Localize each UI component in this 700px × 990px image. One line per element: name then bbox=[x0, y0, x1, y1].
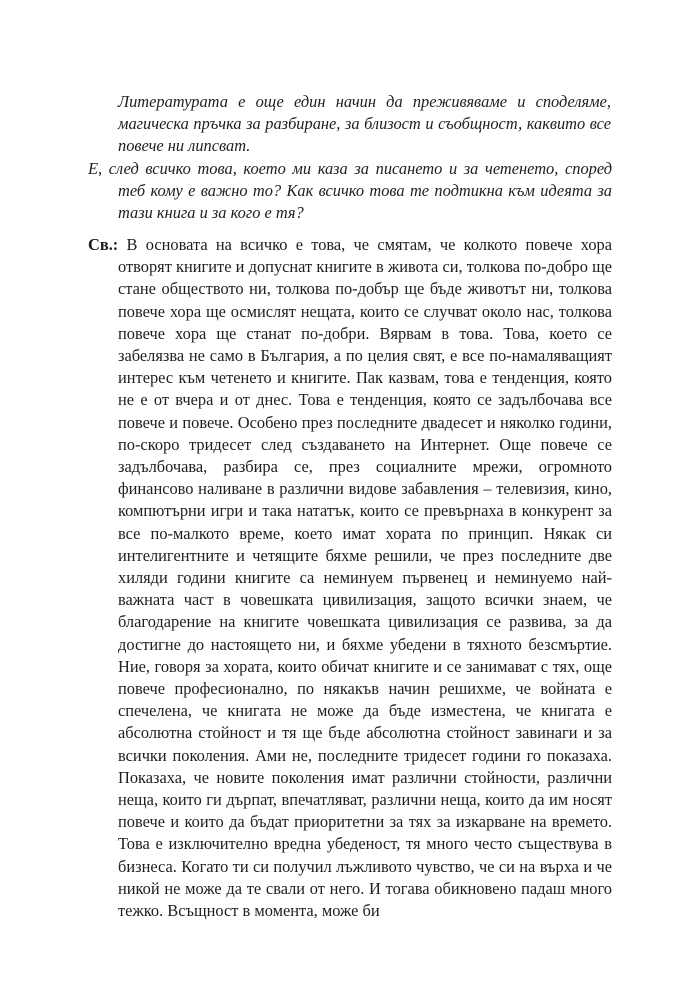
quote-paragraph: Литературата е още един начин да преживяваме и споделяме, магическа пръчка за разбиране, за близост и съобщност, каквито все повече ни липсват. bbox=[118, 92, 611, 156]
answer-text: В основата на всичко е това, че смятам, че колкото повече хора отворят книгите и допуснат книгите в живота си, толкова по-добро ще стане обществото ни, толкова по-добър ще бъде животът ни, толкова повече хора ще осмислят нещата, които се случват около нас, толкова повече хора ще станат по-добри. Вярвам в това. Това, което се забелязва не само в България, а по целия свят, е все по-намаляващият интерес към четенето и книгите. Пак казвам, това е тенденция, която не е от вчера и от днес. Това е тенденция, която се задълбочава все повече и повече. Особено през последните двадесет и няколко години, по-скоро тридесет след създаването на Интернет. Още повече се задълбочава, разбира се, през социалните мрежи, огромното финансово наливане в различни видове забавления – телевизия, кино, компютърни игри и така нататък, които се превърнаха в конкурент за все по-малкото време, което имат хората по принцип. Някак си интелигентните и четящите бяхме решили, че през последните две хиляди години книгите са неминуем първенец и неминуемо най-важната част в човешката цивилизация, защото всички знаем, че благодарение на книгите човешката цивилизация се развива, за да достигне до настоящето ни, и бяхме убедени в тяхното безсмъртие. Ние, говоря за хората, които обичат книгите и се занимават с тях, още повече професионално, по някакъв начин решихме, че войната е спечелена, че книгата не може да бъде изместена, че книгата е абсолютна стойност и тя ще бъде абсолютна стойност завинаги и за всички поколения. Ами не, последните тридесет години го показаха. Показаха, че новите поколения имат различни стойности, различни неща, които ги дърпат, впечатляват, различни неща, които да им носят повече и които да бъдат приоритетни за тях за изкарване на времето. Това е изключително вредна убеденост, тя много често съществува в бизнеса. Когато ти си получил лъжливото чувство, че си на върха и че никой не може да те свали от него. И тогава обикновено падаш много тежко. Всъщност в момента, може би bbox=[118, 235, 612, 921]
interview-question: Е, след всичко това, което ми каза за писането и за четенето, според теб кому е важно то? Как всичко това те подтикна към идеята за тази книга и за кого е тя? bbox=[88, 159, 612, 223]
speaker-label: Св.: bbox=[88, 235, 119, 254]
interview-answer bbox=[88, 234, 612, 922]
